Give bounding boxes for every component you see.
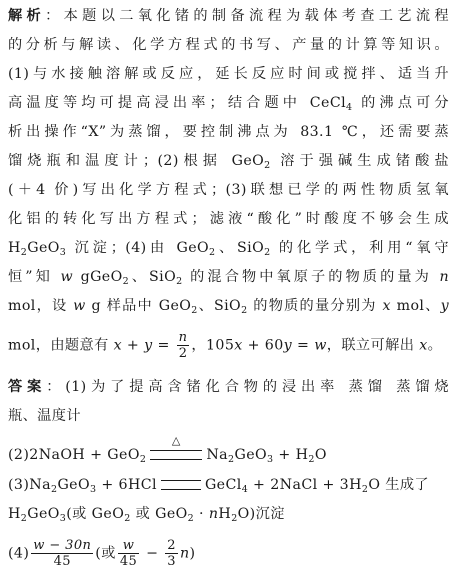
heat-triangle-icon: △ [171, 434, 181, 447]
reaction-arrow [150, 434, 202, 460]
analysis-line-4: 高温度等均可提高浸出率；结合题中 CeCl$_4$ 的沸点可分 [8, 95, 449, 113]
analysis-line-12: mol，由题意有 x + y = $\frac{n}{2}$ ，105x + 60y = w，联立可解出 x。 [8, 330, 443, 361]
analysis-line-8: 化铝的转化写出方程式；滤液“酸化”时酸度不够会生成 [8, 211, 449, 227]
answer-line-6: (4) $\frac{w - 30n}{45}$ (或 $\frac{w}{45}$ − $\frac{2}{3}$ n) [8, 538, 196, 569]
analysis-line-1: 解析：本题以二氧化锗的制备流程为载体考查工艺流程 [8, 8, 449, 24]
fraction-2-over-3: $\frac{2}{3}$ [167, 538, 176, 569]
answer-line-2: 瓶、温度计 [8, 408, 81, 424]
analysis-line-5: 析出操作“X”为蒸馏，要控制沸点为 83.1 ℃，还需要蒸 [8, 124, 449, 140]
analysis-line-6: 馏烧瓶和温度计；(2)根据 GeO$_2$ 溶于强碱生成锗酸盐 [8, 153, 449, 171]
analysis-heading: 解析 [8, 8, 46, 24]
answer-heading: 答案 [8, 379, 47, 395]
answer-equation-2: (2)2NaOH + GeO$_2$ △ $Na_2GeO_3 + H_2O$ [8, 434, 327, 465]
answer-line-5: $H_2GeO_3$(或 GeO$_2$ 或 $GeO_2 \cdot nH_2O$)沉淀 [8, 506, 285, 524]
fraction-w-minus-30n-over-45: $\frac{w - 30n}{45}$ [33, 538, 92, 569]
fraction-w-over-45: $\frac{w}{45}$ [119, 538, 138, 569]
analysis-line-3: (1)与水接触溶解或反应，延长反应时间或搅拌、适当升 [8, 66, 449, 82]
analysis-line-11: mol，设 w g 样品中 GeO$_2$、SiO$_2$ 的物质的量分别为 x mol、y [8, 298, 450, 316]
answer-equation-3: $(3)Na_2GeO_3 + 6HCl$ GeCl$_4$ + 2NaCl + $3H_2O$ 生成了 [8, 477, 430, 495]
fraction-n-over-2: $\frac{n}{2}$ [178, 330, 188, 361]
analysis-line-9: $H_2GeO_3$ 沉淀；(4)由 GeO$_2$、SiO$_2$ 的化学式，利用“氧守 [8, 240, 450, 258]
answer-line-1: 答案：(1)为了提高含锗化合物的浸出率 蒸馏 蒸馏烧 [8, 379, 449, 395]
reaction-equals [161, 480, 201, 490]
analysis-line-10: 恒”知 w gGeO$_2$、SiO$_2$ 的混合物中氧原子的物质的量为 n [8, 269, 449, 287]
analysis-line-7: (＋4 价)写出化学方程式；(3)联想已学的两性物质氢氧 [8, 182, 449, 198]
analysis-line-2: 的分析与解读、化学方程式的书写、产量的计算等知识。 [8, 37, 449, 53]
